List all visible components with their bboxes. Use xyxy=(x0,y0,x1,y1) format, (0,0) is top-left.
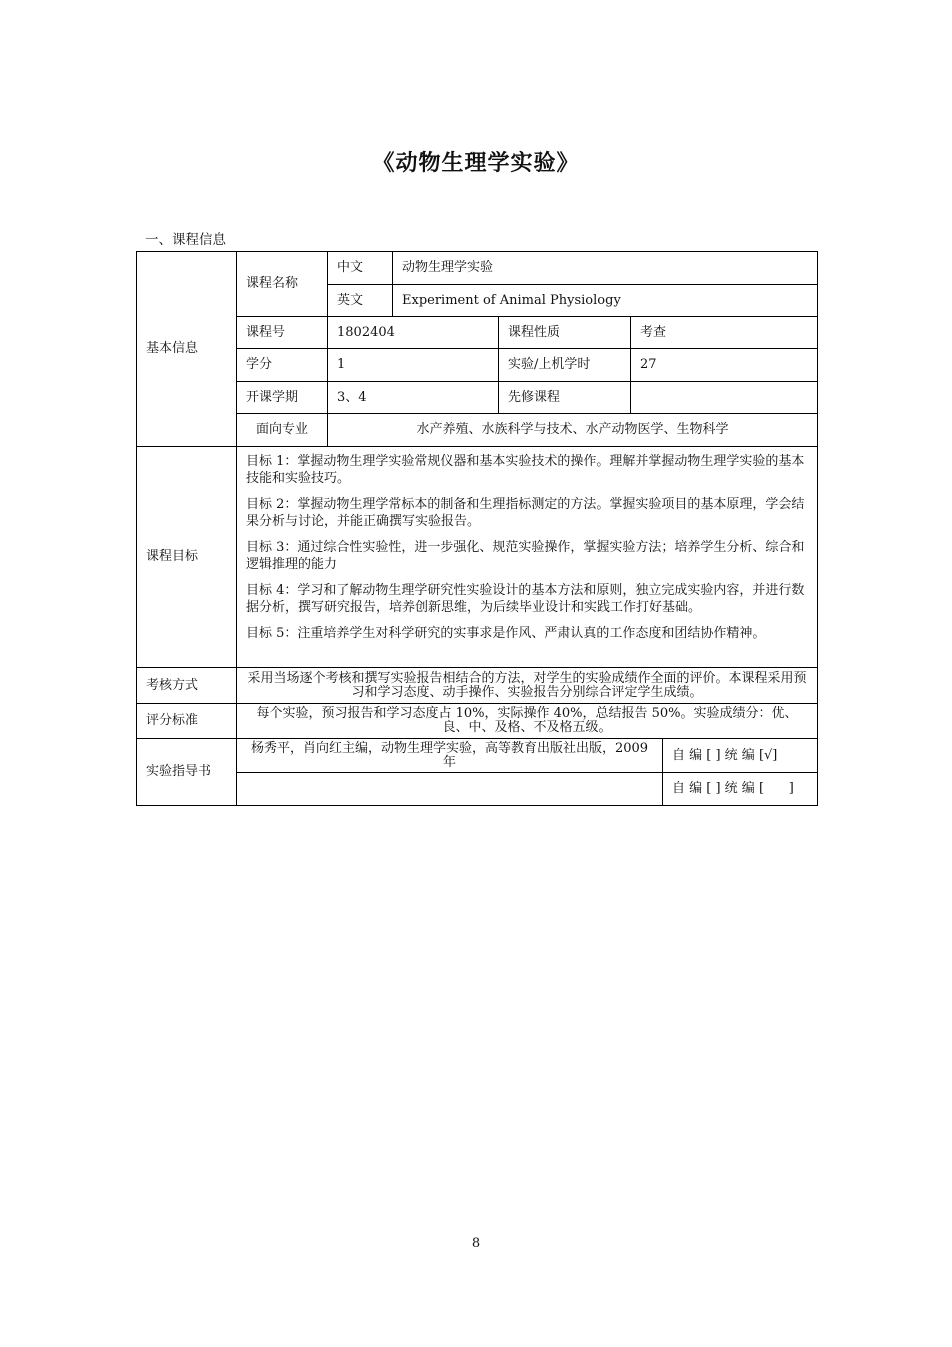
major-value: 水产养殖、水族科学与技术、水产动物医学、生物科学 xyxy=(328,414,818,447)
document-title: 《动物生理学实验》 xyxy=(372,151,580,176)
prereq-value xyxy=(631,382,818,414)
objectives-list xyxy=(237,447,818,668)
credit-value: 1 xyxy=(328,349,499,382)
objective-item: 目标 5：注重培养学生对科学研究的实事求是作风、严肃认真的工作态度和团结协作精神。 xyxy=(246,626,766,641)
guidebook-book-1: 杨秀平，肖向红主编，动物生理学实验，高等教育出版社出版，2009 年 xyxy=(237,739,663,773)
objective-item: 目标 1：掌握动物生理学实验常规仪器和基本实验技术的操作。理解并掌握动物生理学实验的基本技能和实验技巧。 xyxy=(246,454,805,486)
semester-label: 开课学期 xyxy=(237,382,328,414)
english-label: 英文 xyxy=(328,285,393,317)
grading-text: 每个实验，预习报告和学习态度占 10%，实际操作 40%，总结报告 50%。实验成绩分：优、良、中、及格、不及格五级。 xyxy=(237,704,818,739)
section-heading: 一、课程信息 xyxy=(145,232,226,248)
credit-label: 学分 xyxy=(237,349,328,382)
assessment-text: 采用当场逐个考核和撰写实验报告相结合的方法，对学生的实验成绩作全面的评价。本课程采用预习和学习态度、动手操作、实验报告分别综合评定学生成绩。 xyxy=(237,668,818,704)
major-label: 面向专业 xyxy=(237,414,328,447)
course-type-value: 考查 xyxy=(631,317,818,349)
course-type-label: 课程性质 xyxy=(499,317,631,349)
semester-value: 3、4 xyxy=(328,382,499,414)
objective-item: 目标 3：通过综合性实验性，进一步强化、规范实验操作，掌握实验方法；培养学生分析、综合和逻辑推理的能力 xyxy=(246,540,805,572)
assessment-label: 考核方式 xyxy=(137,668,237,704)
course-info-table xyxy=(136,251,818,806)
guidebook-label: 实验指导书 xyxy=(137,739,237,806)
course-no-label: 课程号 xyxy=(237,317,328,349)
course-no-value: 1802404 xyxy=(328,317,499,349)
objective-item: 目标 2：掌握动物生理学常标本的制备和生理指标测定的方法。掌握实验项目的基本原理，学会结果分析与讨论，并能正确撰写实验报告。 xyxy=(246,497,805,529)
course-name-label: 课程名称 xyxy=(237,252,328,317)
guidebook-type-1: 自 编 [ ] 统 编 [√] xyxy=(663,739,818,773)
chinese-name-value: 动物生理学实验 xyxy=(393,252,818,285)
lab-hours-label: 实验/上机学时 xyxy=(499,349,631,382)
chinese-label: 中文 xyxy=(328,252,393,285)
guidebook-book-2 xyxy=(237,773,663,806)
lab-hours-value: 27 xyxy=(631,349,818,382)
english-name-value: Experiment of Animal Physiology xyxy=(393,285,818,317)
objectives-label: 课程目标 xyxy=(137,447,237,668)
grading-label: 评分标准 xyxy=(137,704,237,739)
page-number: 8 xyxy=(471,1236,481,1251)
guidebook-type-2: 自 编 [ ] 统 编 [ ] xyxy=(663,773,818,806)
prereq-label: 先修课程 xyxy=(499,382,631,414)
basic-info-label: 基本信息 xyxy=(137,252,237,447)
objective-item: 目标 4：学习和了解动物生理学研究性实验设计的基本方法和原则，独立完成实验内容，并进行数据分析，撰写研究报告，培养创新思维，为后续毕业设计和实践工作打好基础。 xyxy=(246,583,805,615)
